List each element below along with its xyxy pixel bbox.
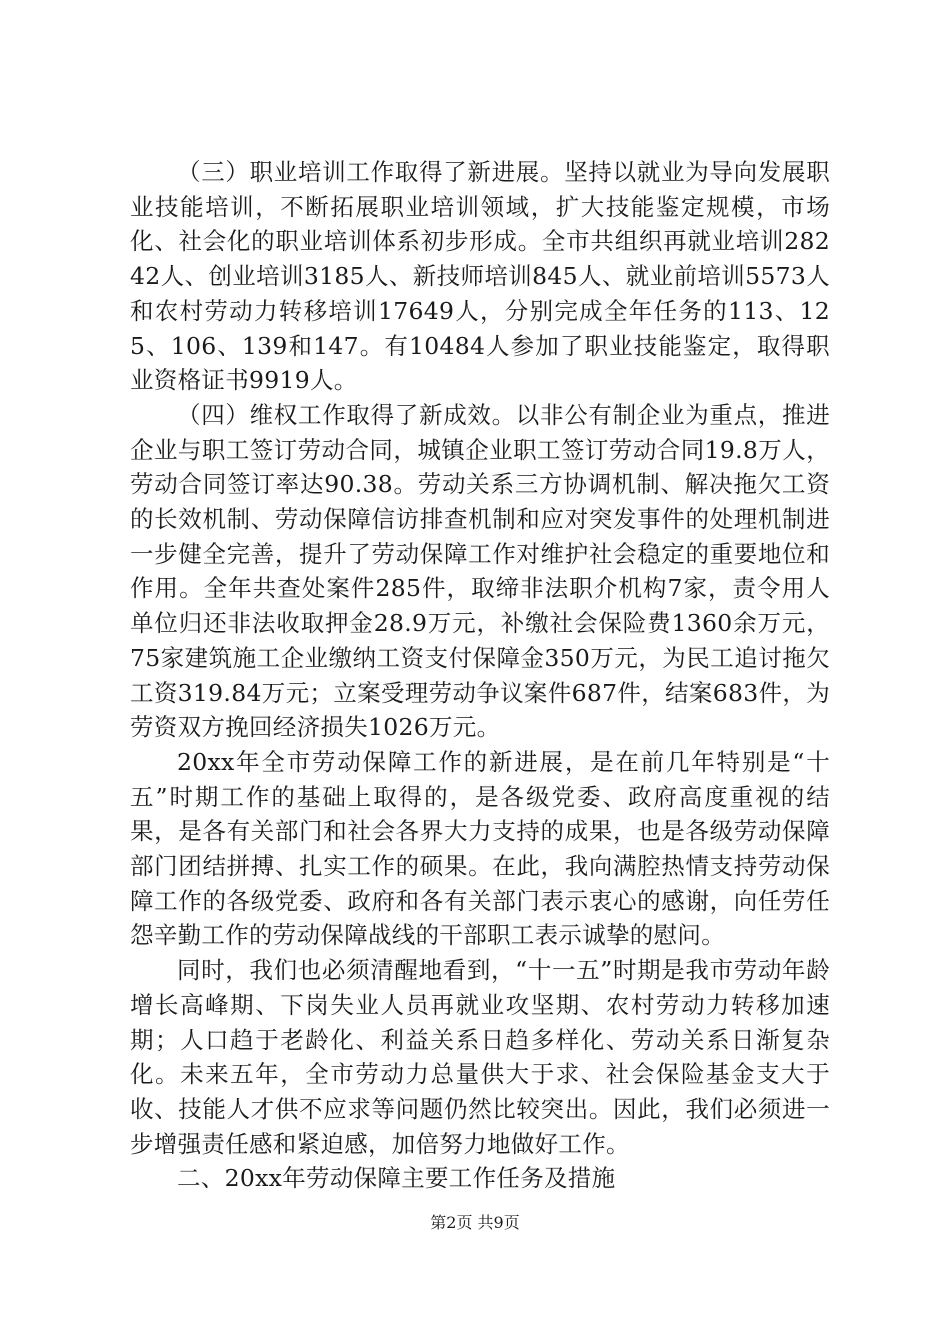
- paragraph-achievements-summary: 20xx年全市劳动保障工作的新进展，是在前几年特别是“十五”时期工作的基础上取得的，是各级党委、政府高度重视的结果，是各有关部门和社会各界大力支持的成果，也是各级劳动保障部门团结拼搏、扎实工作的硕果。在此，我向满腔热情支持劳动保障工作的各级党委、政府和各有关部门表示衷心的感谢，向任劳任怨辛勤工作的劳动保障战线的干部职工表示诚挚的慰问。: [130, 747, 830, 950]
- paragraph-challenges: 同时，我们也必须清醒地看到，“十一五”时期是我市劳动年龄增长高峰期、下岗失业人员再就业攻坚期、农村劳动力转移加速期；人口趋于老龄化、利益关系日趋多样化、劳动关系日渐复杂化。未来五年，全市劳动力总量供大于求、社会保险基金支大于收、技能人才供不应求等问题仍然比较突出。因此，我们必须进一步增强责任感和紧迫感，加倍努力地做好工作。: [130, 956, 830, 1158]
- paragraph-rights-protection: （四）维权工作取得了新成效。以非公有制企业为重点，推进企业与职工签订劳动合同，城镇企业职工签订劳动合同19.8万人，劳动合同签订率达90.38。劳动关系三方协调机制、解决拖欠工资的长效机制、劳动保障信访排查机制和应对突发事件的处理机制进一步健全完善，提升了劳动保障工作对维护社会稳定的重要地位和作用。全年共查处案件285件，取缔非法职介机构7家，责令用人单位归还非法收取押金28.9万元，补缴社会保险费1360余万元，75家建筑施工企业缴纳工资支付保障金350万元，为民工追讨拖欠工资319.84万元；立案受理劳动争议案件687件，结案683件，为劳资双方挽回经济损失1026万元。: [130, 400, 830, 742]
- paragraph-vocational-training: （三）职业培训工作取得了新进展。坚持以就业为导向发展职业技能培训，不断拓展职业培训领域，扩大技能鉴定规模，市场化、社会化的职业培训体系初步形成。全市共组织再就业培训28242人、创业培训3185人、新技师培训845人、就业前培训5573人和农村劳动力转移培训17649人，分别完成全年任务的113、125、106、139和147。有10484人参加了职业技能鉴定，取得职业资格证书9919人。: [130, 158, 830, 395]
- document-body: [130, 155, 830, 1196]
- page-number: 第2页 共9页: [430, 1213, 520, 1232]
- section-heading-main-tasks: 二、20xx年劳动保障主要工作任务及措施: [177, 1164, 616, 1193]
- page-footer: [0, 1213, 950, 1233]
